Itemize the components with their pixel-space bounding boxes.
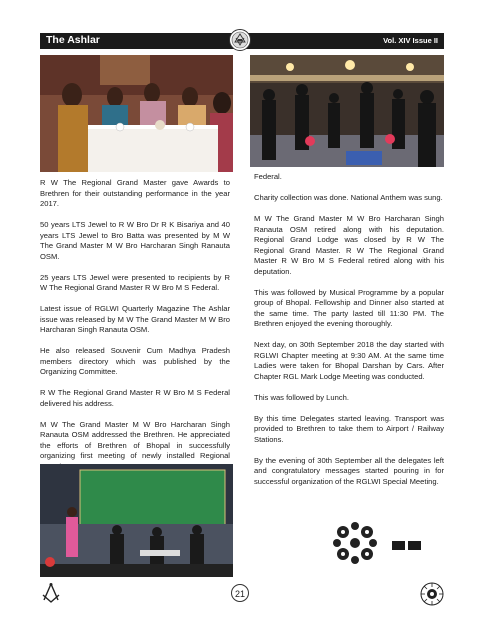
paragraph: M W The Grand Master M W Bro Harcharan Singh Ranauta OSM addressed the Brethren. He appreciated the efforts of Brethren of Bhopal in successfully organizing first meeting of newly installed Regional (40, 419, 230, 460)
left-text-column (40, 178, 230, 483)
paragraph: This was followed by Lunch. (254, 392, 349, 402)
paragraph: 25 years LTS Jewel were presented to recipients by R W The Regional Grand Master R W Bro M S Federal. (40, 272, 230, 292)
photo-ladies-dinner-table (40, 55, 233, 172)
paragraph: Next day, on 30th September 2018 the day started with RGLWI Chapter meeting at 9:30 AM. At the same time Ladies were taken for Bhopal Darshan by Cars. After Chapter RGL Mark Lodge Meeting was conducted. (254, 340, 444, 381)
paragraph: Federal. (254, 172, 282, 181)
grand-lodge-seal-icon (420, 582, 444, 606)
issue-label: Vol. XIV Issue II (383, 36, 438, 45)
square-compass-icon (40, 582, 62, 604)
paragraph: M W The Grand Master M W Bro Harcharan Singh Ranauta OSM retired along with his deputation. Regional Grand Lodge was closed by R W The Regional Grand Master. R W The Regional Grand Master R W Bro M S Federal retired along with his deputation. (254, 214, 444, 276)
floral-ornament-icon (329, 518, 381, 568)
page-number: 21 (231, 584, 249, 602)
paragraph: 50 years LTS Jewel to R W Bro Dr R K Bisariya and 40 years LTS Jewel to Bro Batta was presented by M W The Grand Master M W Bro Harcharan Singh Ranauta OSM. (40, 220, 230, 261)
lodge-emblem-icon (229, 29, 251, 51)
paragraph: R W The Regional Grand Master gave Awards to Brethren for their outstanding performance in the year 2017. (40, 178, 230, 208)
right-text-column (254, 172, 444, 498)
magazine-title: The Ashlar (46, 34, 100, 46)
paragraph: He also released Souvenir Cum Madhya Pradesh members directory which was published by the Organizing Committee. (40, 346, 230, 376)
decorative-square (392, 541, 405, 550)
paragraph: This was followed by Musical Programme by a popular group of Bhopal. Fellowship and Dinner also started at the same time. The party lasted till 11:30 PM. The Brethren enjoyed the evening thoroughly. (254, 287, 444, 328)
paragraph: By the evening of 30th September all the delegates left and congratulatory messages started pouring in for successful organization of the RGLWI Special Meeting. (254, 455, 444, 486)
photo-musical-programme-stage (40, 464, 233, 577)
photo-fellowship-dinner-hall (250, 55, 444, 167)
decorative-square (408, 541, 421, 550)
paragraph: Charity collection was done. National Anthem was sung. (254, 193, 443, 202)
paragraph: By this time Delegates started leaving. Transport was provided to Brethren to take them to Airport / Railway Stations. (254, 413, 444, 444)
paragraph: R W The Regional Grand Master R W Bro M S Federal delivered his address. (40, 388, 230, 408)
paragraph: Latest issue of RGLWI Quarterly Magazine The Ashlar issue was released by M W The Grand Master M W Bro Harcharan Singh Ranauta OSM. (40, 304, 230, 334)
